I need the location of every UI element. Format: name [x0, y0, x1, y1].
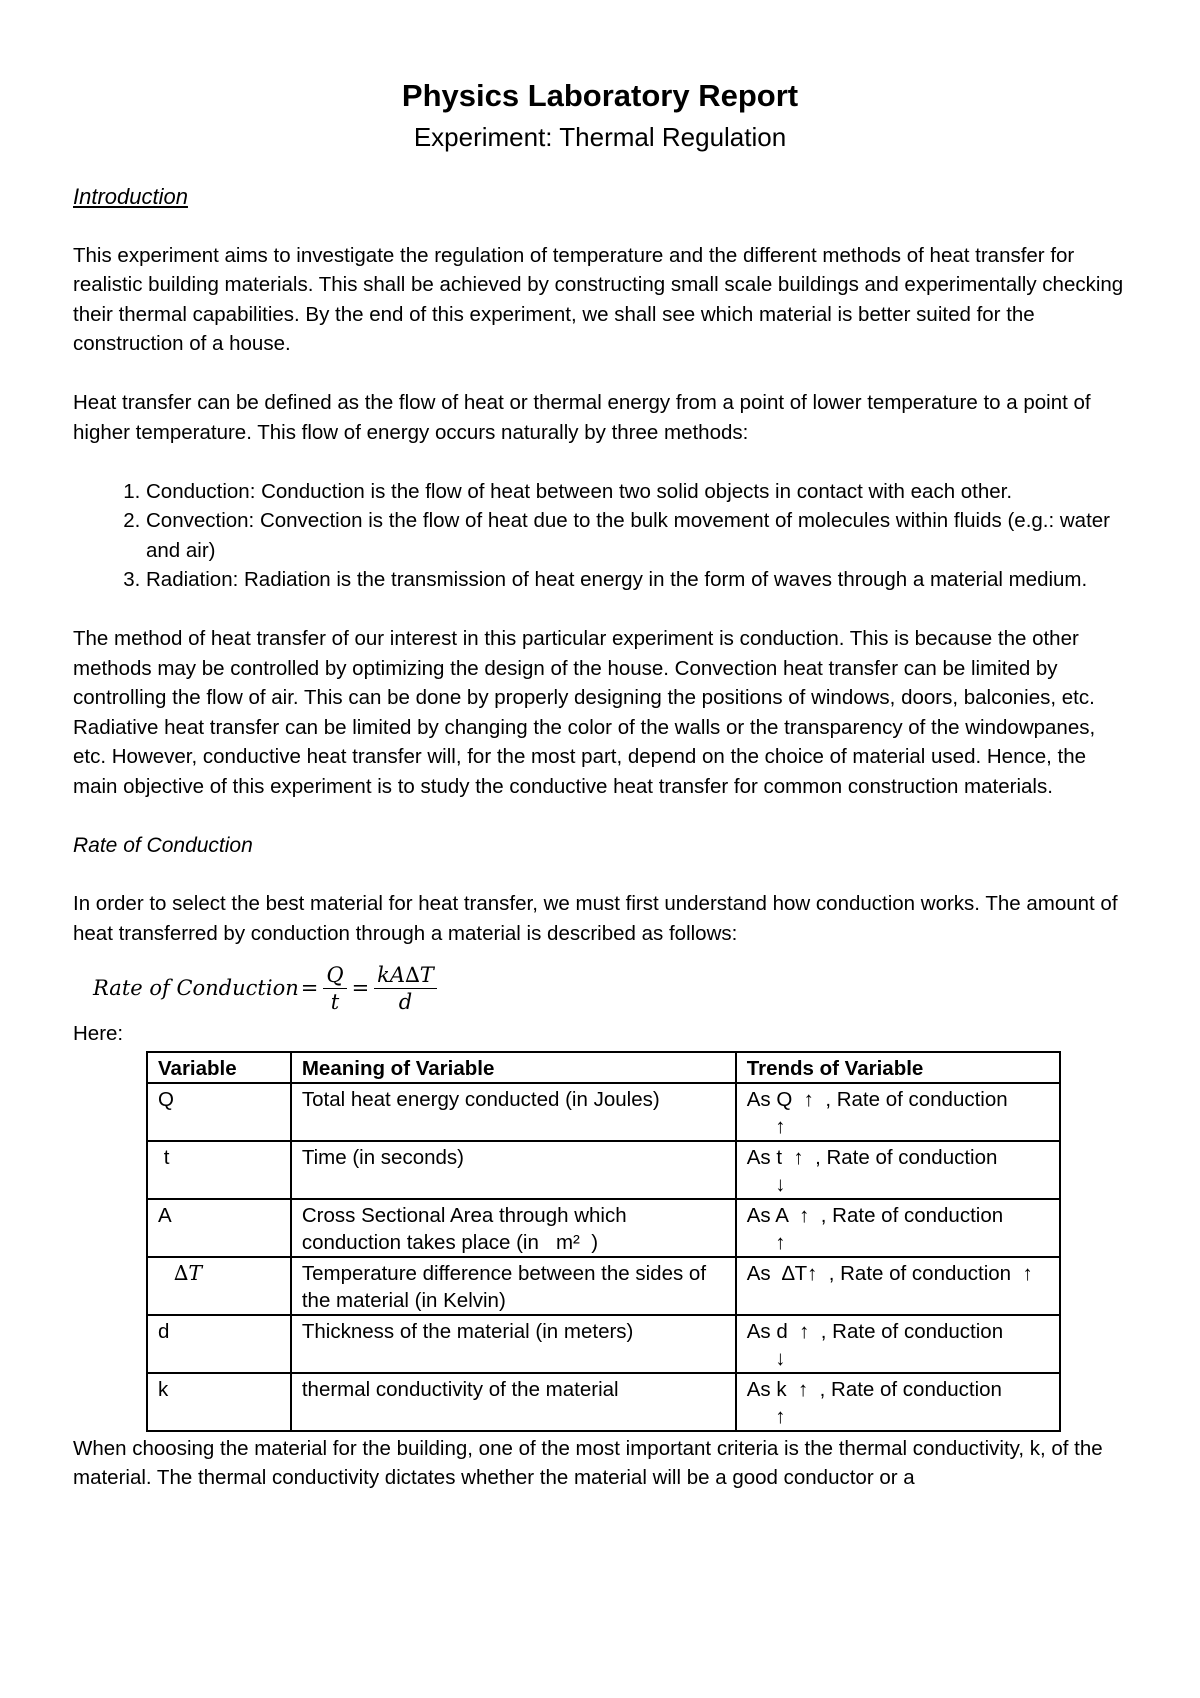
- fraction-numerator: kA∆T: [374, 962, 437, 989]
- cell-meaning: Cross Sectional Area through which conduction takes place (in m² ): [291, 1199, 736, 1257]
- cell-variable: k: [147, 1373, 291, 1431]
- intro-paragraph-3: The method of heat transfer of our interest in this particular experiment is conduction. This is because the other methods may be controlled by optimizing the design of the house. Convection heat transfer can be limited by controlling the flow of air. This can be done by properly designing the positions of windows, doors, balconies, etc. Radiative heat transfer can be limited by changing the color of the walls or the transparency of the windowpanes, etc. However, conductive heat transfer will, for the most part, depend on the choice of material used. Hence, the main objective of this experiment is to study the conductive heat transfer for common construction materials.: [73, 627, 1096, 798]
- table-row: [147, 1315, 1060, 1373]
- cell-trend: As t ↑ , Rate of conduction ↓: [736, 1141, 1060, 1199]
- table-row: [147, 1257, 1060, 1315]
- cell-trend: As ∆T↑ , Rate of conduction ↑: [736, 1257, 1060, 1315]
- cell-variable: Q: [147, 1083, 291, 1141]
- conduction-formula: [93, 962, 1127, 1015]
- header-meaning: Meaning of Variable: [291, 1052, 736, 1083]
- document-body: [73, 74, 1127, 1522]
- fraction-denominator: d: [398, 990, 413, 1014]
- cell-trend: As d ↑ , Rate of conduction ↓: [736, 1315, 1060, 1373]
- table-row: [147, 1373, 1060, 1431]
- cell-trend: As A ↑ , Rate of conduction ↑: [736, 1199, 1060, 1257]
- cell-meaning: Total heat energy conducted (in Joules): [291, 1083, 736, 1141]
- here-label: Here:: [73, 1022, 124, 1045]
- report-title: Physics Laboratory Report: [401, 78, 799, 113]
- cell-meaning: Time (in seconds): [291, 1141, 736, 1199]
- intro-paragraph-2: Heat transfer can be defined as the flow of heat or thermal energy from a point of lower temperature to a point of higher temperature. This flow of energy occurs naturally by three methods:: [73, 391, 1091, 444]
- list-item-conduction: 1. Conduction: Conduction is the flow of heat between two solid objects in contact with each other.: [146, 477, 1127, 507]
- list-item-convection: 2. Convection: Convection is the flow of heat due to the bulk movement of molecules within fluids (e.g.: water and air): [146, 506, 1127, 565]
- formula-equals-2: =: [351, 975, 370, 1000]
- variables-table: [146, 1051, 1061, 1432]
- cell-variable: t: [147, 1141, 291, 1199]
- heat-transfer-methods-list: [73, 477, 1127, 595]
- cell-variable: A: [147, 1199, 291, 1257]
- formula-equals-1: =: [300, 975, 319, 1000]
- table-row: [147, 1141, 1060, 1199]
- report-subtitle: Experiment: Thermal Regulation: [413, 122, 787, 152]
- cell-variable: ∆T: [147, 1257, 291, 1315]
- header-trends: Trends of Variable: [736, 1052, 1060, 1083]
- cell-trend: As k ↑ , Rate of conduction ↑: [736, 1373, 1060, 1431]
- cell-meaning: Thickness of the material (in meters): [291, 1315, 736, 1373]
- table-row: [147, 1083, 1060, 1141]
- table-row: [147, 1199, 1060, 1257]
- formula-fraction-q-over-t: [323, 962, 346, 1015]
- formula-fraction-kat-over-d: [374, 962, 437, 1015]
- header-variable: Variable: [147, 1052, 291, 1083]
- introduction-heading: Introduction: [73, 184, 188, 209]
- cell-variable: d: [147, 1315, 291, 1373]
- formula-lhs: Rate of Conduction: [93, 975, 299, 1000]
- table-header-row: [147, 1052, 1060, 1083]
- intro-paragraph-1: This experiment aims to investigate the regulation of temperature and the different methods of heat transfer for realistic building materials. This shall be achieved by constructing small scale buildings and experimentally checking their thermal capabilities. By the end of this experiment, we shall see which material is better suited for the construction of a house.: [73, 243, 1124, 355]
- list-item-radiation: 3. Radiation: Radiation is the transmission of heat energy in the form of waves through a material medium.: [146, 565, 1127, 595]
- cell-trend: As Q ↑ , Rate of conduction ↑: [736, 1083, 1060, 1141]
- fraction-denominator: t: [330, 990, 340, 1014]
- rate-of-conduction-heading: Rate of Conduction: [73, 833, 253, 857]
- cell-meaning: Temperature difference between the sides of the material (in Kelvin): [291, 1257, 736, 1315]
- fraction-numerator: Q: [323, 962, 346, 989]
- closing-paragraph: When choosing the material for the building, one of the most important criteria is the thermal conductivity, k, of the material. The thermal conductivity dictates whether the material will be a good conductor or a: [73, 1436, 1103, 1489]
- rate-paragraph: In order to select the best material for heat transfer, we must first understand how conduction works. The amount of heat transferred by conduction through a material is described as follows:: [73, 892, 1118, 945]
- cell-meaning: thermal conductivity of the material: [291, 1373, 736, 1431]
